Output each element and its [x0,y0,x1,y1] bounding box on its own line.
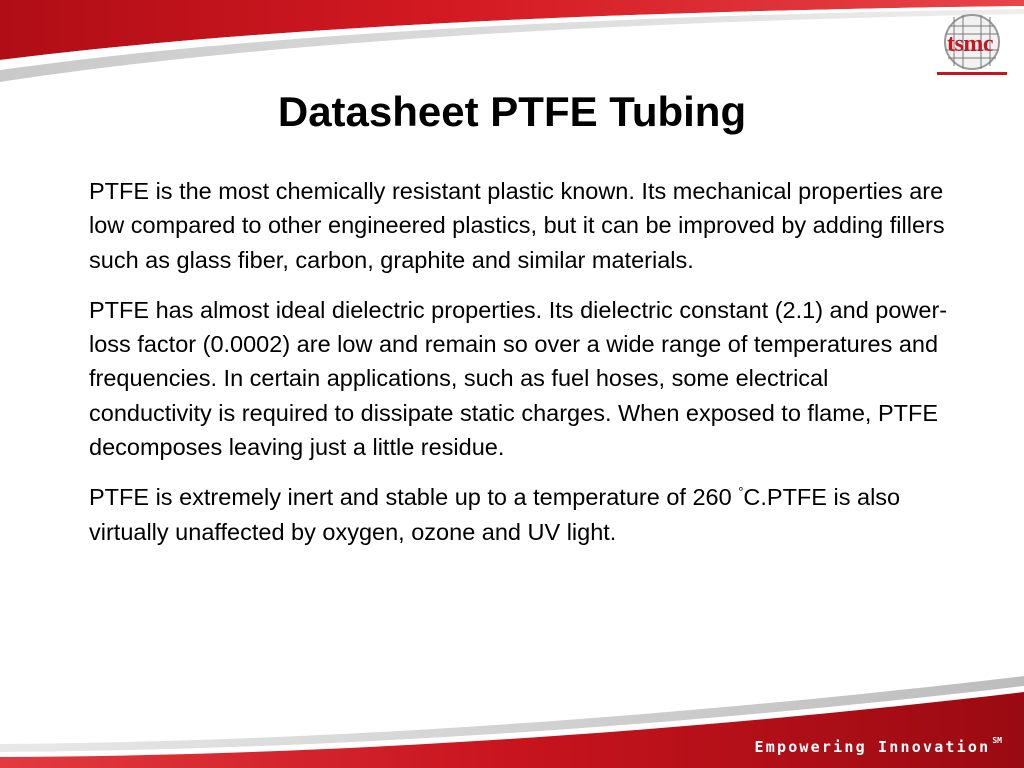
tsmc-logo [934,14,1010,76]
slide-title: Datasheet PTFE Tubing [277,88,747,135]
paragraph-temperature-stability [89,480,954,549]
paragraph-text-end: C.PTFE is also virtually unaffected by oxygen, ozone and UV light. [89,484,901,545]
slide-body [89,174,954,565]
footer-tagline [755,736,1003,756]
logo-text: tsmc [947,31,993,57]
paragraph-chemical-resistance: PTFE is the most chemically resistant plastic known. Its mechanical properties are low compared to other engineered plastics, but it can be improved by adding fillers such as glass fiber, carbon, graphite and similar materials. [89,178,945,273]
paragraph-dielectric-properties: PTFE has almost ideal dielectric properties. Its dielectric constant (2.1) and power-loss factor (0.0002) are low and remain so over a wide range of temperatures and frequencies. In certain applications, such as fuel hoses, some electrical conductivity is required to dissipate static charges. When exposed to flame, PTFE decomposes leaving just a little residue. [89,296,948,461]
service-mark: SM [992,736,1002,745]
degree-symbol: ° [738,484,744,500]
tagline-text: Empowering Innovation [754,738,991,756]
paragraph-text-start: PTFE is extremely inert and stable up to a temperature of 260 [89,484,732,511]
